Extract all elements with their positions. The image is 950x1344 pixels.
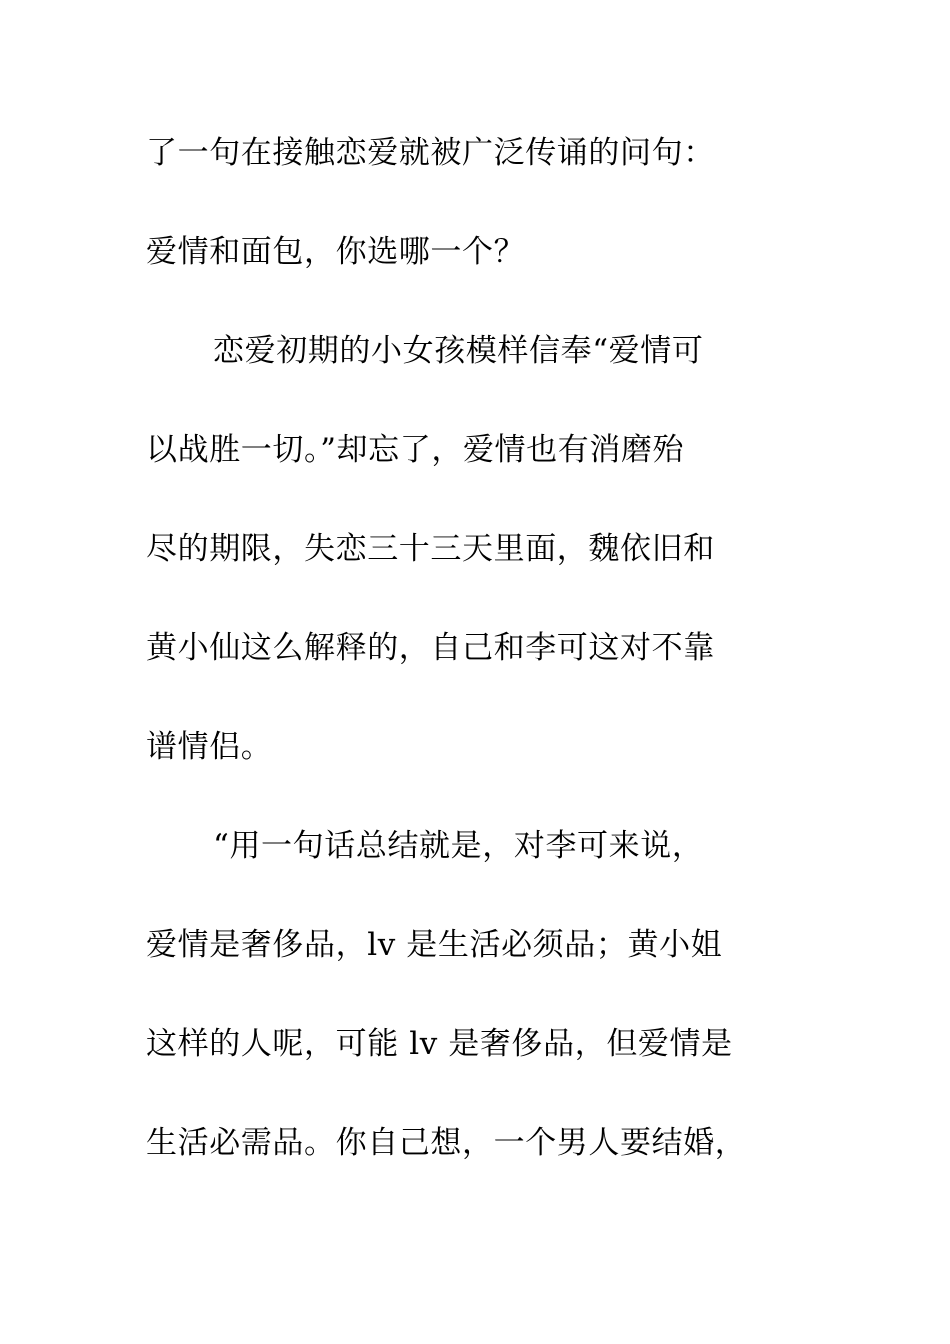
- paragraph-start-line: 恋爱初期的小女孩模样信奉“爱情可: [213, 333, 704, 369]
- text-line: 爱情是奢侈品，lv 是生活必须品；黄小姐: [146, 927, 723, 963]
- text-line: 以战胜一切。”却忘了，爱情也有消磨殆: [146, 432, 685, 468]
- text-line: 谱情侣。: [146, 729, 273, 765]
- text-line: 生活必需品。你自己想，一个男人要结婚，: [146, 1125, 747, 1161]
- text-line: 尽的期限，失恋三十三天里面，魏依旧和: [146, 531, 715, 567]
- text-line: 这样的人呢，可能 lv 是奢侈品，但爱情是: [146, 1026, 733, 1062]
- text-line: 爱情和面包，你选哪一个？: [146, 234, 526, 270]
- paragraph-start-line: “用一句话总结就是，对李可来说，: [213, 828, 704, 864]
- text-line: 了一句在接触恋爱就被广泛传诵的问句：: [146, 135, 715, 171]
- text-line: 黄小仙这么解释的，自己和李可这对不靠: [146, 630, 715, 666]
